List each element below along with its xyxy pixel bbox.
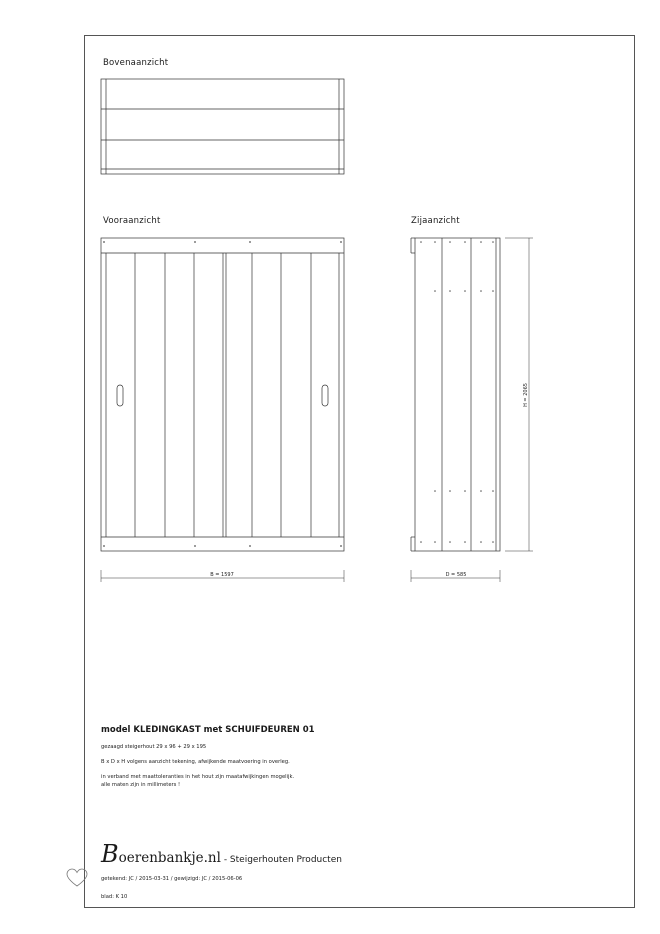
tolerance-note: in verband met maattoleranties in het hout zijn maatafwijkingen mogelijk. (101, 774, 295, 780)
front-view-drawing (101, 238, 344, 551)
drawn-by-info: getekend: JC / 2015-03-31 / gewijzigd: JC / 2015-06-06 (101, 876, 243, 882)
side-view-drawing (411, 238, 500, 551)
dimension-lines (101, 238, 533, 582)
brand-name: oerenbankje.nl (118, 850, 221, 866)
depth-dimension-label: D = 585 (445, 572, 467, 578)
sheet-number: blad: K 10 (101, 894, 128, 900)
units-note: alle maten zijn in millimeters ! (101, 782, 181, 788)
height-dimension-label: H = 2065 (523, 383, 529, 407)
brand-tagline: - Steigerhouten Producten (220, 855, 342, 865)
brand-logo (101, 840, 342, 868)
brand-initial: B (101, 840, 119, 868)
top-view-drawing (101, 79, 344, 174)
wood-spec: gezaagd steigerhout 29 x 96 + 29 x 195 (101, 744, 207, 750)
heart-icon (66, 868, 88, 888)
dimensions-note: B x D x H volgens aanzicht tekening, afwijkende maatvoering in overleg. (101, 759, 290, 765)
model-title: model KLEDINGKAST met SCHUIFDEUREN 01 (101, 725, 315, 735)
side-view-label: Zijaanzicht (411, 216, 460, 226)
front-view-label: Vooraanzicht (103, 216, 161, 226)
width-dimension-label: B = 1597 (210, 572, 234, 578)
top-view-label: Bovenaanzicht (103, 58, 169, 68)
screw-marks (103, 241, 494, 547)
